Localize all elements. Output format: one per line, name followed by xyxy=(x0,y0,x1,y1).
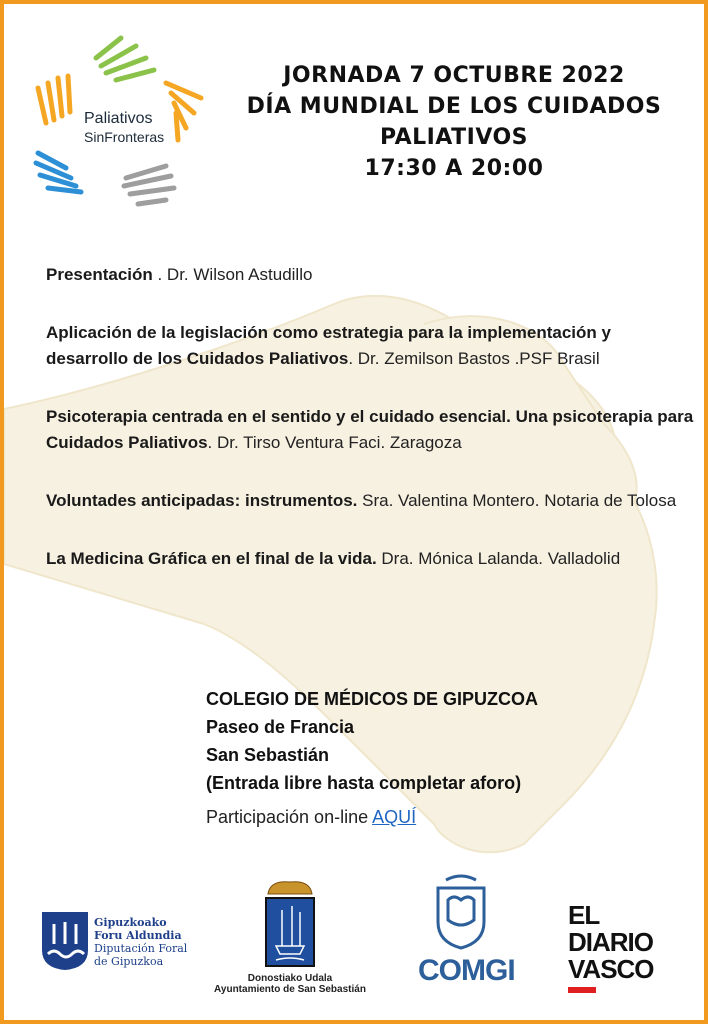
talk-title: Psicoterapia centrada en el sentido y el cuidado esencial. Una psicoterapia para Cuidados Paliativos xyxy=(46,407,694,452)
donostia-line2: Ayuntamiento de San Sebastián xyxy=(214,984,366,995)
talk-speaker: Sra. Valentina Montero. Notaria de Tolosa xyxy=(357,491,677,510)
program-list xyxy=(46,262,696,604)
header-date: JORNADA 7 OCTUBRE 2022 xyxy=(283,63,625,88)
gipuzkoa-shield-icon xyxy=(40,910,90,972)
donostia-coat-of-arms-icon xyxy=(262,876,318,970)
gipuzkoa-line2: Foru Aldundia xyxy=(94,929,182,942)
venue-city: San Sebastián xyxy=(206,745,330,765)
online-link[interactable]: AQUÍ xyxy=(372,807,417,827)
gipuzkoa-line3: Diputación Foral xyxy=(94,942,188,955)
online-participation xyxy=(206,803,676,831)
talk-speaker: . Dr. Zemilson Bastos .PSF Brasil xyxy=(348,349,600,368)
logo-line2: SinFronteras xyxy=(84,129,165,145)
comgi-logo-text: COMGI xyxy=(418,954,515,987)
talk-title: La Medicina Gráfica en el final de la vida. xyxy=(46,549,377,568)
header-time: 17:30 A 20:00 xyxy=(364,156,544,181)
program-item xyxy=(46,546,696,572)
gipuzkoa-line1: Gipuzkoako xyxy=(94,916,167,929)
gipuzkoa-line4: de Gipuzkoa xyxy=(94,955,164,968)
program-item xyxy=(46,488,696,514)
diario-line1: EL xyxy=(568,900,600,930)
venue-entry-note: (Entrada libre hasta completar aforo) xyxy=(206,773,522,793)
venue-name: COLEGIO DE MÉDICOS DE GIPUZCOA xyxy=(206,689,539,709)
diario-vasco-red-bar xyxy=(568,987,596,993)
talk-speaker: . Dr. Tirso Ventura Faci. Zaragoza xyxy=(207,433,462,452)
donostia-line1: Donostiako Udala xyxy=(247,973,333,984)
diario-vasco-logo xyxy=(568,902,654,983)
online-label: Participación on-line xyxy=(206,807,373,827)
donostia-sponsor-text xyxy=(210,973,370,995)
header-title: DÍA MUNDIAL DE LOS CUIDADOS PALIATIVOS xyxy=(246,94,662,150)
talk-speaker: . Dr. Wilson Astudillo xyxy=(152,265,313,284)
venue-info xyxy=(206,685,676,831)
talk-title: Presentación xyxy=(46,265,153,284)
program-item xyxy=(46,404,696,456)
program-item xyxy=(46,320,696,372)
comgi-emblem-icon xyxy=(426,872,496,952)
diario-line3: VASCO xyxy=(568,954,654,984)
gipuzkoa-sponsor-text xyxy=(94,916,187,968)
paliativos-logo xyxy=(26,28,216,218)
diario-line2: DIARIO xyxy=(568,927,653,957)
program-item xyxy=(46,262,696,288)
venue-street: Paseo de Francia xyxy=(206,717,355,737)
event-header xyxy=(214,60,694,184)
talk-title: Voluntades anticipadas: instrumentos. xyxy=(46,491,358,510)
talk-speaker: Dra. Mónica Lalanda. Valladolid xyxy=(376,549,621,568)
talk-title: Aplicación de la legislación como estrategia para la implementación y desarrollo de los Cuidados Paliativos xyxy=(46,323,611,368)
logo-line1: Paliativos xyxy=(84,110,153,127)
